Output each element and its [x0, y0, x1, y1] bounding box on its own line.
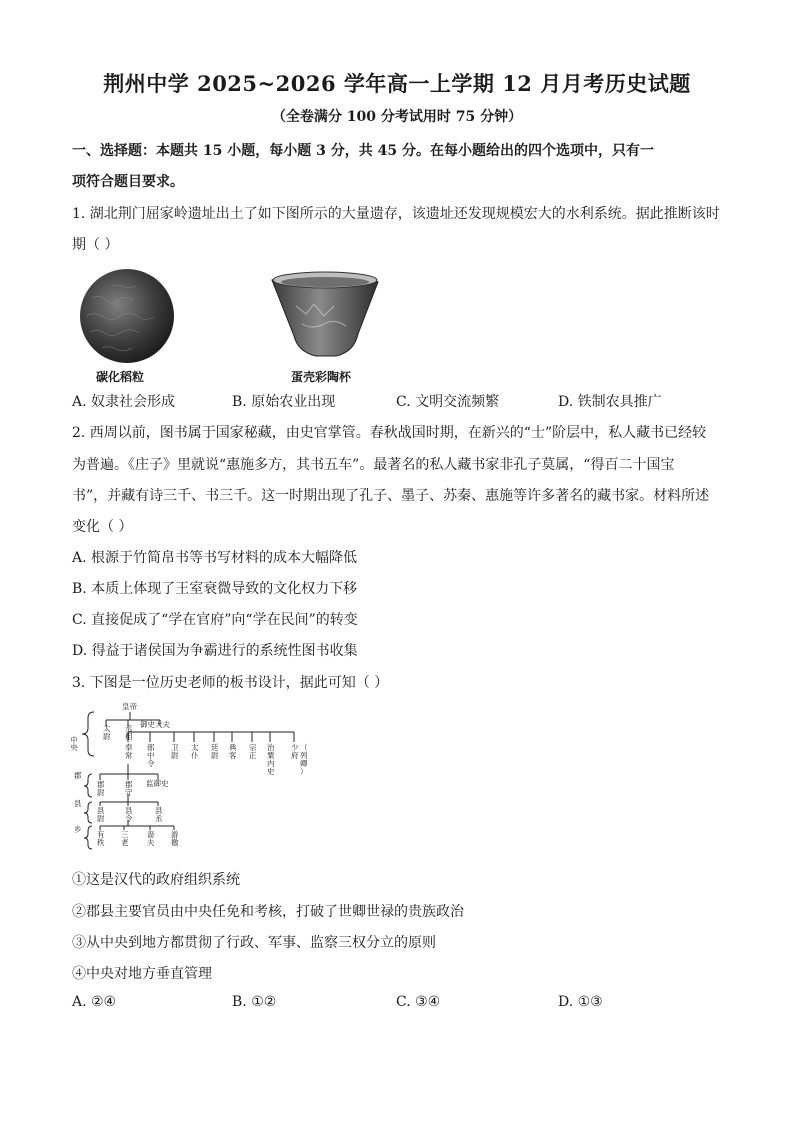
- q3-statement-1: ①这是汉代的政府组织系统: [72, 872, 240, 888]
- q1-option-a[interactable]: A. 奴隶社会形成: [72, 394, 176, 410]
- diagram-level-central: 中央: [70, 736, 79, 751]
- diagram-top-minister: 御史大夫: [140, 720, 170, 729]
- q3-statement-3: ③从中央到地方都贯彻了行政、军事、监察三权分立的原则: [72, 935, 436, 951]
- q2-option-a[interactable]: A. 根源于竹简帛书等书写材料的成本大幅降低: [72, 550, 358, 566]
- diagram-minister: 郎中令: [147, 743, 155, 768]
- q1-option-b[interactable]: B. 原始农业出现: [232, 394, 336, 410]
- diagram-minister: （列卿）: [300, 743, 308, 776]
- diagram-level-county: 县: [74, 799, 82, 808]
- q1-option-d[interactable]: D. 铁制农具推广: [558, 394, 662, 410]
- eggshell-painted-pottery-cup-image: [266, 266, 384, 364]
- diagram-commandery-official: 郡守: [125, 780, 133, 797]
- q3-statement-2: ②郡县主要官员由中央任免和考核，打破了世卿世禄的贵族政治: [72, 904, 464, 920]
- q1-caption-cup: 蛋壳彩陶杯: [291, 370, 352, 384]
- q2-stem-line-4: 变化（ ）: [72, 519, 133, 535]
- diagram-township-official: 啬夫: [147, 830, 155, 847]
- q2-stem-line-3: 书”，并藏有诗三千、书三千。这一时期出现了孔子、墨子、苏秦、惠施等许多著名的藏书家。材料所述: [72, 488, 710, 504]
- q1-option-c[interactable]: C. 文明交流频繁: [396, 394, 500, 410]
- diagram-top-minister: 太尉: [103, 724, 111, 741]
- diagram-minister: 奉常: [125, 743, 133, 760]
- q3-option-c[interactable]: C. ③④: [396, 994, 441, 1010]
- diagram-emperor: 皇帝: [122, 702, 137, 711]
- government-structure-diagram: [70, 700, 310, 852]
- diagram-minister: 典客: [229, 743, 237, 760]
- q3-option-a[interactable]: A. ②④: [72, 994, 117, 1010]
- diagram-minister: 少府: [291, 743, 299, 760]
- q1-stem-line-1: 1. 湖北荆门屈家岭遗址出土了如下图所示的大量遗存，该遗址还发现规模宏大的水利系统。据此推断该时: [72, 206, 720, 222]
- section-heading-line-2: 项符合题目要求。: [72, 174, 184, 190]
- diagram-level-commandery: 郡: [74, 771, 82, 780]
- section-heading-line-1: 一、选择题：本题共 15 小题，每小题 3 分，共 45 分。在每小题给出的四个选项中，只有一: [72, 143, 654, 159]
- q2-option-b[interactable]: B. 本质上体现了王室衰微导致的文化权力下移: [72, 581, 358, 597]
- q2-option-c[interactable]: C. 直接促成了“学在官府”向“学在民间”的转变: [72, 612, 358, 628]
- diagram-township-official: 三老: [121, 830, 129, 847]
- q1-stem-line-2: 期（ ）: [72, 237, 119, 253]
- diagram-top-minister: 丞相: [125, 724, 133, 741]
- diagram-minister: 治粟内史: [267, 743, 275, 776]
- diagram-commandery-official: 郡尉: [97, 780, 105, 797]
- q3-stem: 3. 下图是一位历史老师的板书设计，据此可知（ ）: [72, 675, 389, 691]
- diagram-minister: 卫尉: [171, 743, 179, 760]
- q3-option-b[interactable]: B. ①②: [232, 994, 277, 1010]
- diagram-county-official: 县丞: [155, 806, 163, 823]
- q2-stem-line-1: 2. 西周以前，图书属于国家秘藏，由史官掌管。春秋战国时期，在新兴的“士”阶层中，私人藏书已经较: [72, 425, 707, 441]
- page-title: 荆州中学 2025~2026 学年高一上学期 12 月月考历史试题: [103, 71, 691, 96]
- exam-info: （全卷满分 100 分考试用时 75 分钟）: [271, 109, 523, 125]
- q2-stem-line-2: 为普遍。《庄子》里就说“惠施多方，其书五车”。最著名的私人藏书家非孔子莫属，“得百二十国宝: [72, 457, 675, 473]
- diagram-level-township: 乡: [74, 825, 82, 834]
- diagram-minister: 廷尉: [211, 743, 219, 760]
- carbonized-rice-image: [72, 268, 182, 366]
- diagram-county-official: 县尉: [97, 806, 105, 823]
- diagram-minister: 宗正: [249, 743, 257, 760]
- diagram-county-official: 县令: [125, 806, 133, 823]
- diagram-township-official: 有秩: [97, 830, 105, 847]
- q3-statement-4: ④中央对地方垂直管理: [72, 966, 212, 982]
- q2-option-d[interactable]: D. 得益于诸侯国为争霸进行的系统性图书收集: [72, 643, 358, 659]
- diagram-township-official: 游徼: [171, 830, 179, 847]
- q3-option-d[interactable]: D. ①③: [558, 994, 603, 1010]
- diagram-commandery-official: 监御史: [146, 779, 169, 788]
- q1-caption-rice: 碳化稻粒: [96, 370, 145, 384]
- diagram-minister: 太仆: [191, 743, 199, 760]
